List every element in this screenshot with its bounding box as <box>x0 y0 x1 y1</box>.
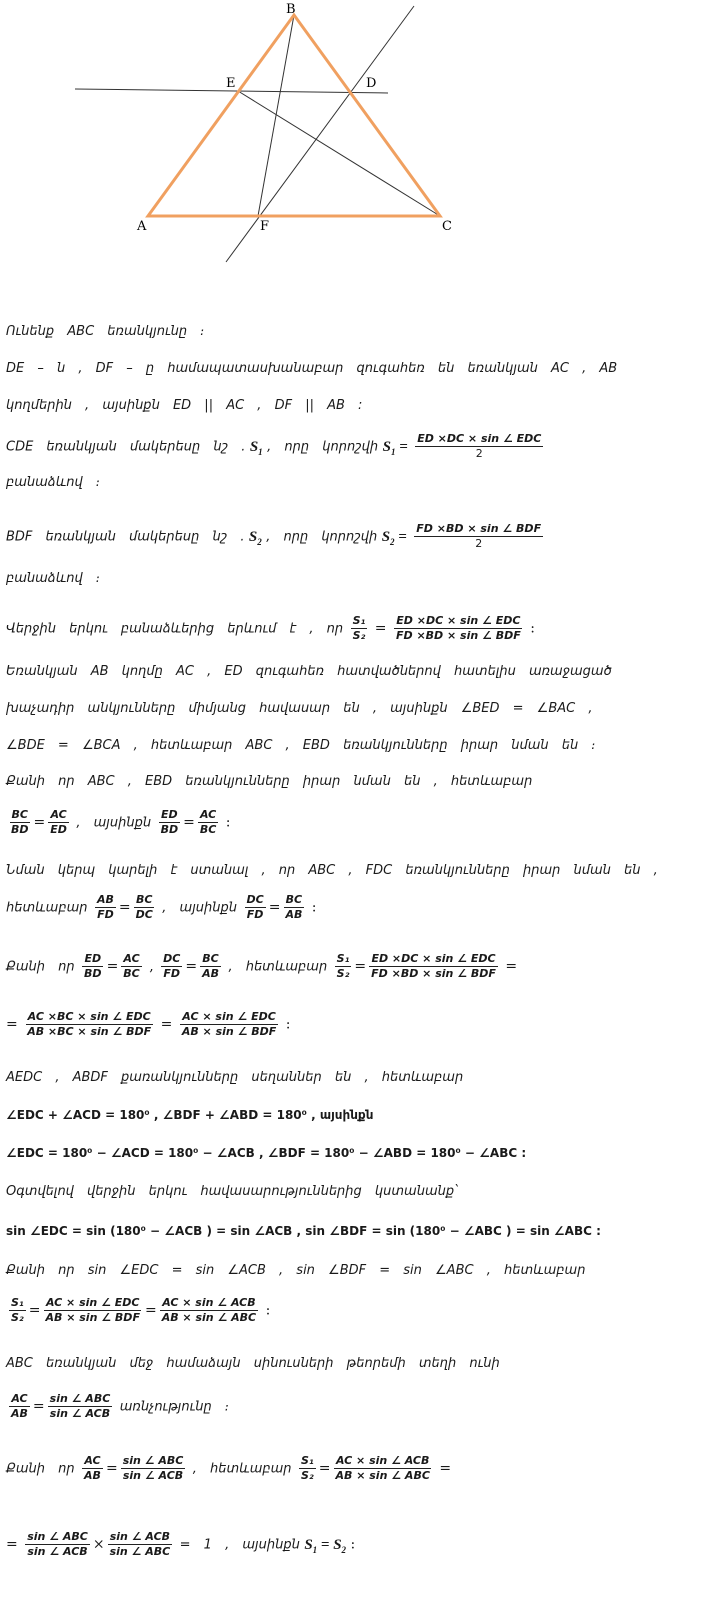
text-line-10: Քանի որ ABC , EBD եռանկյունները իրար նման են , հետևաբար <box>6 774 533 789</box>
text-line-22: $\frac{\text{S₁}}{\text{S₂}}$ = $\frac{\text{AC × sin ∠ EDC}}{\text{AB × sin ∠ BDF}}$ = $\frac{\text{AC × sin ∠ ACB}}{\text{AB × sin ∠ ABC}}$ : <box>11 1296 271 1324</box>
line-DF-extended <box>226 6 414 262</box>
label-D: D <box>366 76 377 91</box>
text-line-13: հետևաբար $\frac{AB}{FD}$ = $\frac{BC}{DC}$ , այսինքն $\frac{DC}{FD}$ = $\frac{BC}{AB}$ : <box>6 893 317 921</box>
label-E: E <box>226 76 236 91</box>
text-line-1: Ունենք ABC եռանկյունը ։ <box>6 324 205 339</box>
text-line-11: $\frac{BC}{BD}$ = $\frac{AC}{ED}$ , այսինքն $\frac{ED}{BD}$ = $\frac{AC}{BC}$ : <box>11 808 231 836</box>
label-A: A <box>137 219 147 234</box>
text-line-5: BDF եռանկյան մակերեսը նշ . $S_2$ , որը կորոշվի $S_2$ = $\frac{\text{FD ×BD × sin ∠ BDF}}{2}$ <box>6 522 542 550</box>
text-line-12: Նման կերպ կարելի է ստանալ , որ ABC , FDC եռանկյունները իրար նման են , <box>6 863 658 878</box>
text-line-2: DE – ն , DF – ը համապատասխանաբար զուգահեռ են եռանկյան AC , AB <box>6 361 618 376</box>
text-line-6: Վերջին երկու բանաձևերից երևում է , որ $\frac{\text{S₁}}{\text{S₂}}$ = $\frac{\text{ED ×DC × sin ∠ EDC}}{\text{FD ×BD × sin ∠ BDF}}$ : <box>6 614 535 642</box>
geometry-figure <box>0 0 720 280</box>
text-line-21: Քանի որ sin ∠EDC = sin ∠ACB , sin ∠BDF = sin ∠ABC , հետևաբար <box>6 1263 586 1278</box>
text-line-4c: բանաձևով ։ <box>6 475 101 490</box>
text-line-14: Քանի որ $\frac{ED}{BD}$ = $\frac{AC}{BC}$ , $\frac{DC}{FD}$ = $\frac{BC}{AB}$ , հետևաբար $\frac{\text{S₁}}{\text{S₂}}$ = $\frac{\text{ED ×DC × sin ∠ EDC}}{\text{FD ×BD × sin ∠ BDF}}$ = <box>6 952 518 980</box>
text-line-15: = $\frac{\text{AC ×BC × sin ∠ EDC}}{\text{AB ×BC × sin ∠ BDF}}$ = $\frac{\text{AC × sin ∠ EDC}}{\text{AB × sin ∠ BDF}}$ : <box>6 1010 291 1038</box>
text-line-17: ∠EDC + ∠ACD = 180⁰ , ∠BDF + ∠ABD = 180⁰ , այսինքն <box>6 1108 374 1122</box>
label-C: C <box>442 219 452 234</box>
text-line-18: ∠EDC = 180⁰ − ∠ACD = 180⁰ − ∠ACB , ∠BDF = 180⁰ − ∠ABD = 180⁰ − ∠ABC : <box>6 1146 527 1160</box>
text-line-24: $\frac{AC}{AB}$ = $\frac{\text{sin ∠ ABC}}{\text{sin ∠ ACB}}$ առնչությունը ։ <box>11 1392 230 1420</box>
line-EC <box>238 91 440 216</box>
text-line-4: CDE եռանկյան մակերեսը նշ . $S_1$ , որը կորոշվի $S_1$ = $\frac{\text{ED ×DC × sin ∠ EDC}}{2}$ <box>6 432 542 460</box>
text-line-3: կողմերին , այսինքն ED || AC , DF || AB : <box>6 398 363 413</box>
text-line-5c: բանաձևով ։ <box>6 571 101 586</box>
text-line-16: AEDC , ABDF քառանկյունները սեղաններ են , հետևաբար <box>6 1070 464 1085</box>
triangle-ABC <box>148 15 440 216</box>
text-line-19: Օգտվելով վերջին երկու հավասարություններից կստանանք՝ <box>6 1184 458 1199</box>
text-line-23: ABC եռանկյան մեջ համաձայն սինուսների թեորեմի տեղի ունի <box>6 1356 500 1371</box>
line-BF <box>258 15 294 216</box>
text-line-7: Եռանկյան AB կողմը AC , ED զուգահեռ հատվածներով հատելիս առաջացած <box>6 664 612 679</box>
text-line-26: = $\frac{\text{sin ∠ ABC}}{\text{sin ∠ ACB}}$ × $\frac{\text{sin ∠ ACB}}{\text{sin ∠ ABC}}$ = 1 , այսինքն $S_1 = S_2$ : <box>6 1530 356 1558</box>
label-B: B <box>286 2 296 17</box>
label-F: F <box>260 219 270 234</box>
text-line-25: Քանի որ $\frac{AC}{AB}$ = $\frac{\text{sin ∠ ABC}}{\text{sin ∠ ACB}}$ , հետևաբար $\frac{\text{S₁}}{\text{S₂}}$ = $\frac{\text{AC × sin ∠ ACB}}{\text{AB × sin ∠ ABC}}$ = <box>6 1454 452 1482</box>
text-line-9: ∠BDE = ∠BCA , հետևաբար ABC , EBD եռանկյունները իրար նման են ։ <box>6 738 596 753</box>
text-line-8: խաչադիր անկյունները միմյանց հավասար են , այսինքն ∠BED = ∠BAC , <box>6 701 593 716</box>
text-line-20: sin ∠EDC = sin (180⁰ − ∠ACB ) = sin ∠ACB , sin ∠BDF = sin (180⁰ − ∠ABC ) = sin ∠ABC : <box>6 1224 601 1238</box>
